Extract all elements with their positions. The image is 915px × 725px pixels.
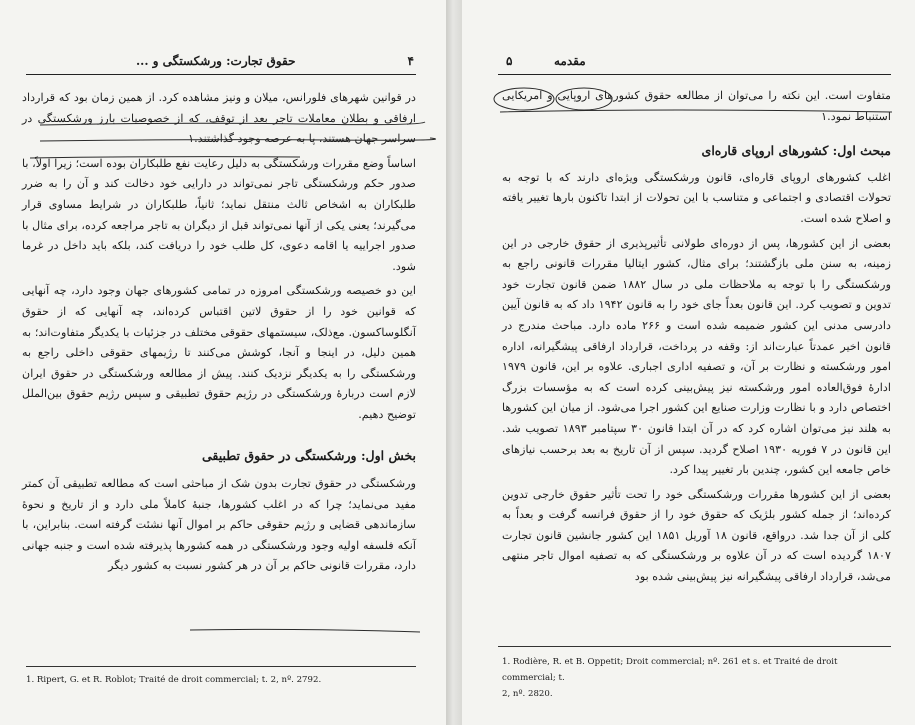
right-paragraph-2: بعضی از این کشورها، پس از دوره‌ای طولانی تأثیرپذیری از حقوق خارجی در این زمینه، به سنن ملی بازگشتند؛ برای مثال، کشور ایتالیا مقررات قانونی راجع به ورشکستگی را با توجه به ملاحظات ملی در سال ۱۸۸۲ ضمن قانون تجارت خود تدوین و تصویب کرد. این قانون بعداً جای خود را به قانون ۱۹۴۲ داد که به قانون آیین دادرسی مدنی این کشور ضمیمه شده است و ۲۶۶ ماده دارد. مباحث مندرج در قانون اخیر عمدتاً عبارت‌اند از: وقفه در پرداخت، قرارداد ارفاقی پیشگیرانه، اداره امور ورشکسته و نظارت بر آن، و تصفیه اداری اجباری. علاوه بر این، قانون ۱۹۷۹ ادارهٔ فوق‌العاده امور ورشکسته نیز پیش‌بینی کرده است که به مؤسسات بزرگ اختصاص دارد و با نظارت وزارت صنایع این کشور اجرا می‌شود. از میان این کشورها به هلند نیز می‌توان اشاره کرد که در آن ابتدا قانون ۳۰ سپتامبر ۱۸۹۳ تصویب شد. این قانون در ۷ فوریه ۱۹۳۰ اصلاح گردید. سپس از آن تاریخ به بعد برحسب نیازهای خاص جامعه این کشور، چندین بار تغییر پیدا کرد.	[502, 236, 892, 477]
left-footnote-rule	[26, 666, 416, 667]
right-intro-paragraph: متفاوت است. این نکته را می‌توان از مطالعه حقوق کشورهای اروپایی و امریکایی استنباط نمود.۱	[502, 89, 891, 123]
left-section-heading: بخش اول: ورشکستگی در حقوق تطبیقی	[202, 447, 416, 463]
left-page	[0, 0, 447, 725]
right-page	[462, 0, 915, 725]
right-footnote-line-1: 1. Rodière, R. et B. Oppetit; Droit commercial; nº. 261 et s. et Traité de droit commercial; t.	[502, 657, 838, 683]
right-running-title: مقدمه	[554, 54, 586, 68]
left-paragraph-2: اساساً وضع مقررات ورشکستگی به دلیل رعایت نفع طلبکاران بوده است؛ زیرا اولاً، با صدور حکم ورشکستگی تاجر نمی‌تواند در دارایی خود دخالت کند و آن را به ضرر طلبکاران به اشخاص ثالث منتقل نماید؛ ثانیاً، طلبکاران در شرایط مساوی قرار می‌گیرند؛ یعنی یکی از آنها نمی‌تواند قبل از دیگران به تاجر مراجعه کرده، برای مثال با صدور اجراییه یا اقامه دعوی، کل طلب خود را دریافت کند، بلکه باید داخل در غرما شود.	[22, 156, 416, 273]
left-paragraph-3: این دو خصیصه ورشکستگی امروزه در تمامی کشورهای جهان وجود دارد، چه آنهایی که قوانین خود را از حقوق لاتین اقتباس کرده‌اند، چه آنهایی که از حقوق آنگلوساکسون. مع‌ذلک، سیستمهای حقوقی مختلف در جزئیات با یکدیگر متفاوت‌اند؛ به همین دلیل، در اینجا و آنجا، کوشش می‌کنند تا رژیمهای حقوقی داخلی راجع به ورشکستگی را به یکدیگر نزدیک کنند. پیش از مطالعه ورشکستگی در حقوق ایران لازم است دربارهٔ ورشکستگی در رژیم حقوق تطبیقی و سپس رژیم حقوق بین‌الملل توضیح دهیم.	[22, 284, 416, 421]
right-paragraph-1: اغلب کشورهای اروپای قاره‌ای، قانون ورشکستگی ویژه‌ای دارند که با توجه به تحولات اقتصادی و اجتماعی و متناسب با این تحولات از ابتدا تاکنون بارها تغییر یافته و اصلاح شده است.	[502, 170, 891, 225]
left-footnote: 1. Ripert, G. et R. Roblot; Traité de droit commercial; t. 2, nº. 2792.	[26, 675, 322, 685]
right-page-number: ۵	[506, 54, 513, 68]
left-page-number: ۴	[407, 54, 414, 68]
left-page-header	[26, 52, 416, 75]
right-section-heading: مبحث اول: کشورهای اروپای قاره‌ای	[701, 143, 891, 159]
left-running-title: حقوق تجارت: ورشکستگی و ...	[136, 54, 296, 68]
left-section-paragraph: ورشکستگی در حقوق تجارت بدون شک از مباحثی است که مطالعه تطبیقی آن کمتر مفید می‌نماید؛ چرا که در اغلب کشورها، جنبهٔ کاملاً ملی دارد و از تاریخ و نحوهٔ سازماندهی قضایی و رژیم حقوقی حاکم بر اموال آنها نشئت گرفته است. بنابراین، با آنکه فلسفه اولیه وجود ورشکستگی در همه کشورها پذیرفته شده است و جنبه جهانی دارد، مقررات قانونی حاکم بر آن در هر کشور نسبت به کشور دیگر	[22, 477, 416, 573]
right-page-body	[502, 86, 891, 592]
right-footnote	[502, 654, 891, 702]
right-footnote-rule	[498, 646, 891, 647]
book-gutter	[447, 0, 462, 725]
right-page-header	[498, 52, 891, 75]
left-page-body	[22, 88, 416, 581]
right-paragraph-3: بعضی از این کشورها مقررات ورشکستگی خود را تحت تأثیر حقوق خارجی تدوین کرده‌اند؛ از جمله کشور بلژیک که حقوق خود را از حقوق فرانسه گرفت و بعداً به کلی از آن جدا شد. درواقع، قانون ۱۸ آوریل ۱۸۵۱ این کشور جانشین قانون تجارت ۱۸۰۷ گردیده است که در آن علاوه بر ورشکستگی که به تصفیه اموال تاجر منتهی می‌شد، قرارداد ارفاقی پیشگیرانه نیز پیش‌بینی شده بود	[502, 487, 891, 584]
left-paragraph-1: در قوانین شهرهای فلورانس، میلان و ونیز مشاهده کرد. از همین زمان بود که قرارداد ارفاقی و بطلان معاملات تاجر بعد از توقف، که از خصوصیات بارز ورشکستگی در سراسر جهان هستند، پا به عرصه وجود گذاشتند.۱	[22, 91, 416, 146]
right-footnote-line-2: 2, nº. 2820.	[502, 689, 553, 699]
